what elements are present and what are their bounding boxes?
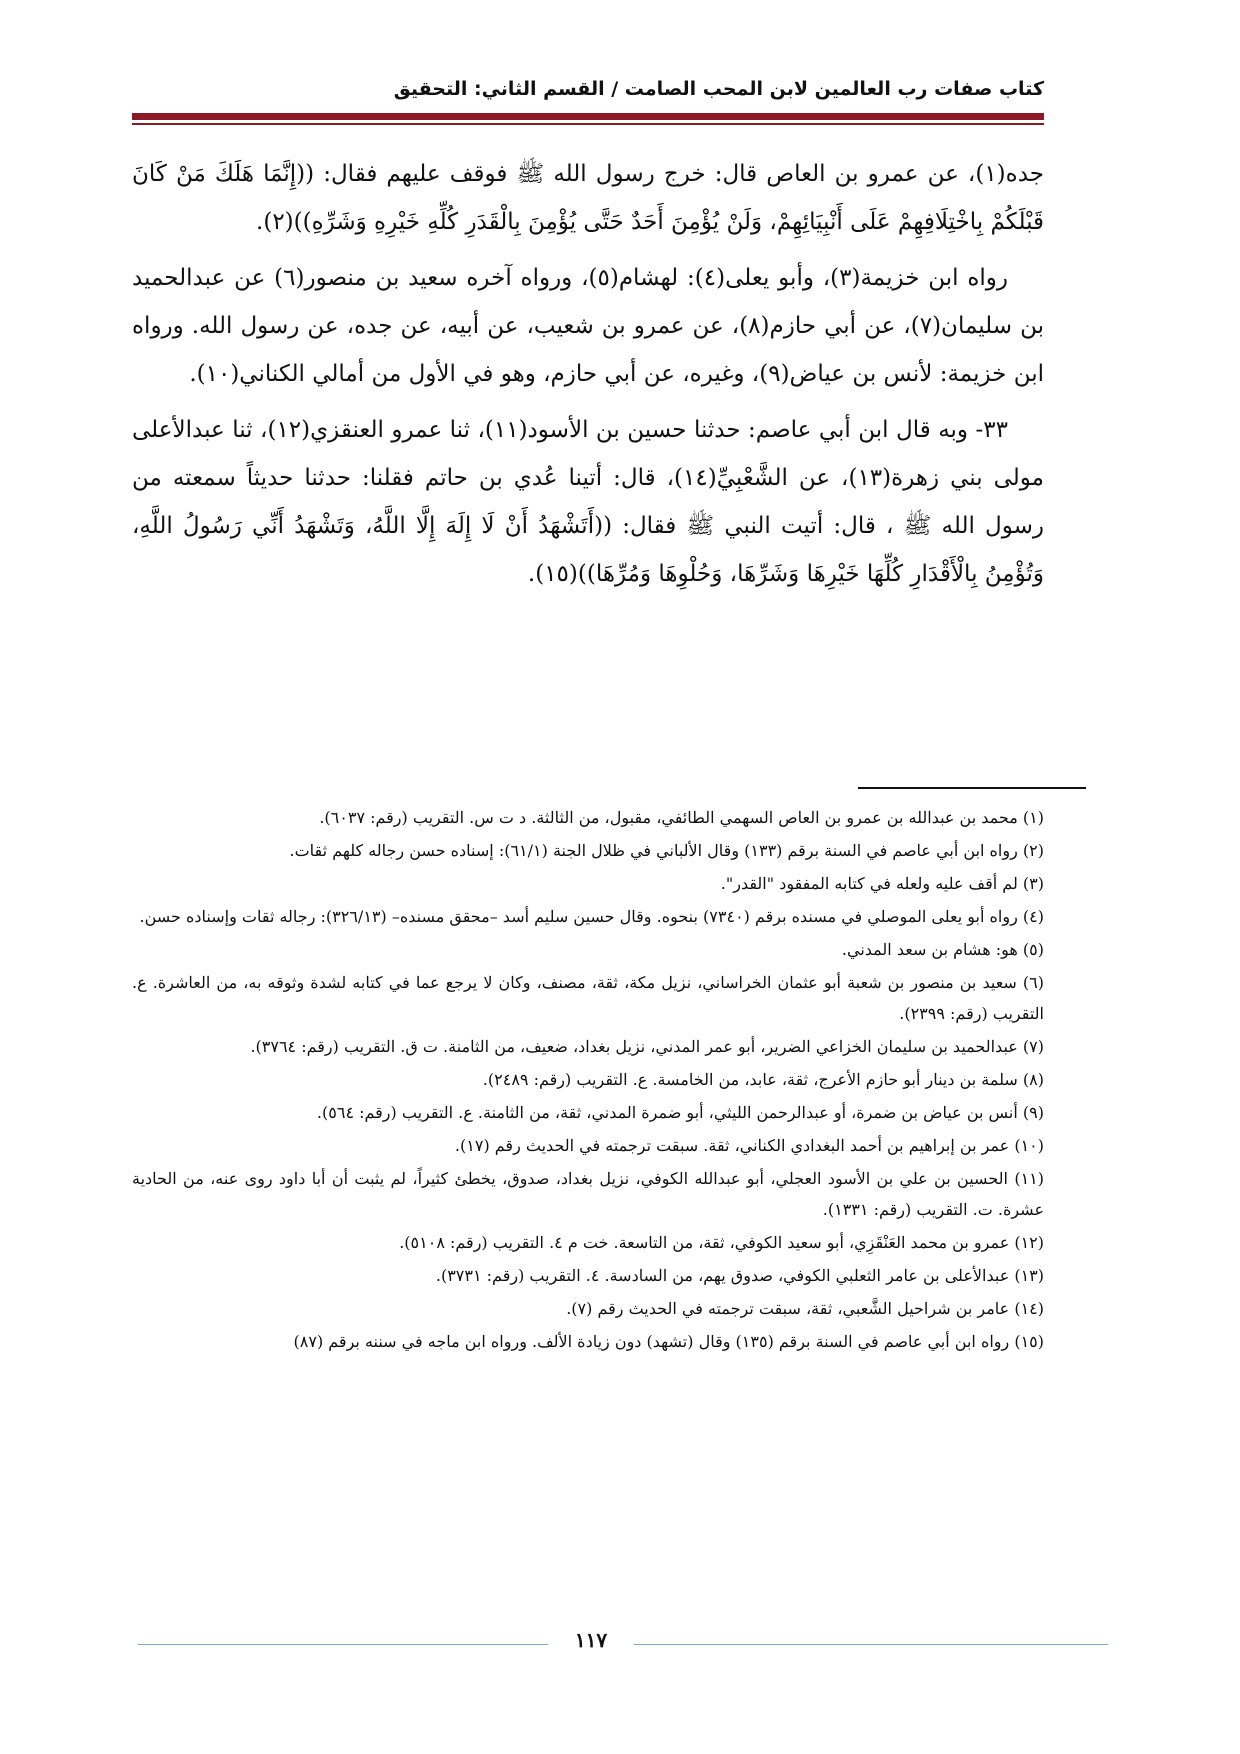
footnote-14: (١٤) عامر بن شراحيل الشَّعبي، ثقة، سبقت ترجمته في الحديث رقم (٧). (566, 1299, 1044, 1318)
running-header: كتاب صفات رب العالمين لابن المحب الصامت / القسم الثاني: التحقيق (393, 78, 1044, 100)
footnote-7: (٧) عبدالحميد بن سليمان الخزاعي الضرير، أبو عمر المدني، نزيل بغداد، ضعيف، من الثامنة. ت ق. التقريب (رقم: ٣٧٦٤). (250, 1037, 1044, 1056)
footnote-11: (١١) الحسين بن علي بن الأسود العجلي، أبو عبدالله الكوفي، نزيل بغداد، صدوق، يخطئ كثيراً، لم يثبت أن أبا داود روى عنه، من الحادية عشرة. ت. التقريب (رقم: ١٣٣١). (132, 1169, 1045, 1219)
header-rule-thin (132, 123, 1044, 125)
footnote-15: (١٥) رواه ابن أبي عاصم في السنة برقم (١٣٥) وقال (تشهد) دون زيادة الألف. ورواه ابن ماجه في سننه برقم (٨٧) (293, 1332, 1044, 1351)
footnote-8: (٨) سلمة بن دينار أبو حازم الأعرج، ثقة، عابد، من الخامسة. ع. التقريب (رقم: ٢٤٨٩). (482, 1070, 1044, 1089)
header-rule-thick (132, 113, 1044, 120)
page-number: ١١٧ (574, 1628, 608, 1652)
paragraph-takhrij: رواه ابن خزيمة(٣)، وأبو يعلى(٤): لهشام(٥)، ورواه آخره سعيد بن منصور(٦) عن عبدالحميد بن سليمان(٧)، عن أبي حازم(٨)، عن عمرو بن شعيب، عن أبيه، عن جده، عن رسول الله. ورواه ابن خزيمة: لأنس بن عياض(٩)، وغيره، عن أبي حازم، وهو في الأول من أمالي الكناني(١٠). (132, 265, 1044, 387)
footer-rule-left (138, 1644, 548, 1645)
main-text (132, 150, 1044, 606)
footnote-10: (١٠) عمر بن إبراهيم بن أحمد البغدادي الكناني، ثقة. سبقت ترجمته في الحديث رقم (١٧). (454, 1136, 1044, 1155)
footnote-2: (٢) رواه ابن أبي عاصم في السنة برقم (١٣٣) وقال الألباني في ظلال الجنة (٦١/١): إسناده حسن رجاله كلهم ثقات. (289, 841, 1044, 860)
paragraph-hadith-32-end: جده(١)، عن عمرو بن العاص قال: خرج رسول الله ﷺ فوقف عليهم فقال: ((إِنَّمَا هَلَكَ مَنْ كَانَ قَبْلَكُمْ بِاخْتِلَافِهِمْ عَلَى أَنْبِيَائِهِمْ، وَلَنْ يُؤْمِنَ أَحَدٌ حَتَّى يُؤْمِنَ بِالْقَدَرِ كُلِّهِ خَيْرِهِ وَشَرِّهِ))(٢). (132, 161, 1044, 235)
footer-rule-right (634, 1644, 1108, 1645)
footnote-3: (٣) لم أقف عليه ولعله في كتابه المفقود "القدر". (720, 874, 1044, 893)
footnote-6: (٦) سعيد بن منصور بن شعبة أبو عثمان الخراساني، نزيل مكة، ثقة، مصنف، وكان لا يرجع عما في كتابه لشدة وثوقه به، من العاشرة. ع. التقريب (رقم: ٢٣٩٩). (132, 973, 1044, 1023)
footnote-5: (٥) هو: هشام بن سعد المدني. (841, 940, 1044, 959)
footnotes (132, 802, 1044, 1359)
footnote-1: (١) محمد بن عبدالله بن عمرو بن العاص السهمي الطائفي، مقبول، من الثالثة. د ت س. التقريب (رقم: ٦٠٣٧). (319, 808, 1044, 827)
footnote-4: (٤) رواه أبو يعلى الموصلي في مسنده برقم (٧٣٤٠) بنحوه. وقال حسين سليم أسد –محقق مسنده– (٣٢٦/١٣): رجاله ثقات وإسناده حسن. (139, 907, 1044, 926)
paragraph-hadith-33: ٣٣- وبه قال ابن أبي عاصم: حدثنا حسين بن الأسود(١١)، ثنا عمرو العنقزي(١٢)، ثنا عبدالأعلى مولى بني زهرة(١٣)، عن الشَّعْبِيِّ(١٤)، قال: أتينا عُدي بن حاتم فقلنا: حدثنا حديثاً سمعته من رسول الله ﷺ ، قال: أتيت النبي ﷺ فقال: ((أَتَشْهَدُ أَنْ لَا إِلَهَ إِلَّا اللَّهُ، وَتَشْهَدُ أَنِّي رَسُولُ اللَّهِ، وَتُؤْمِنُ بِالْأَقْدَارِ كُلِّهَا خَيْرِهَا وَشَرِّهَا، وَحُلْوِهَا وَمُرِّهَا))(١٥). (132, 417, 1044, 587)
footnote-12: (١٢) عمرو بن محمد العَنْقَزِي، أبو سعيد الكوفي، ثقة، من التاسعة. خت م ٤. التقريب (رقم: ٥١٠٨). (399, 1233, 1044, 1252)
footnote-13: (١٣) عبدالأعلى بن عامر الثعلبي الكوفي، صدوق يهم، من السادسة. ٤. التقريب (رقم: ٣٧٣١). (435, 1266, 1044, 1285)
footnote-separator (858, 787, 1086, 789)
footnote-9: (٩) أنس بن عياض بن ضمرة، أو عبدالرحمن الليثي، أبو ضمرة المدني، ثقة، من الثامنة. ع. التقريب (رقم: ٥٦٤). (316, 1103, 1044, 1122)
